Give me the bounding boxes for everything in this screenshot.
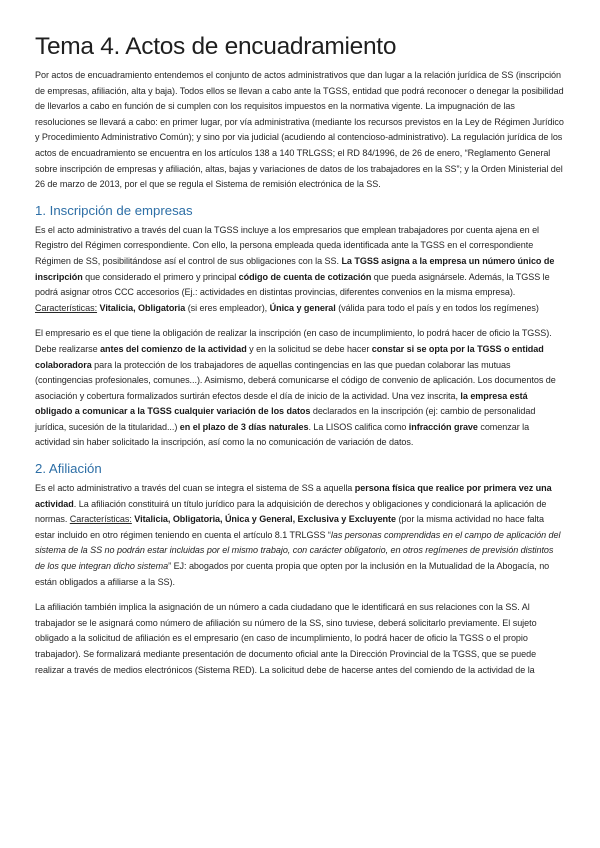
inscripcion-paragraph-1: Es el acto administrativo a través del cuan la TGSS incluye a los empresarios que emplean trabajadores por cuenta ajena en el Registro del Régimen correspondiente. Con ello, la persona empleada queda identificada ante la TGSS en el correspondiente Régimen de SS, posibilitándose así el control de sus obligaciones con la SS. La TGSS asigna a la empresa un número único de inscripción que considerado el primero y principal código de cuenta de cotización que pueda asignársele. Además, la TGSS le podrá asignar otros CCC accesorios (Ej.: actividades en distintas provincias, diferentes convenios en la misma empresa). Características: Vitalicia, Obligatoria (si eres empleador), Única y general (válida para todo el país y en todos los regímenes) xyxy=(35,224,555,313)
afiliacion-paragraph-2: La afiliación también implica la asignación de un número a cada ciudadano que le identificará en sus relaciones con la SS. Al trabajador se le asignará como número de afiliación su número de la SS, sino tuviese, deberá solicitarlo previamente. El sujeto obligado a la solicitud de afiliación es el empresario (en caso de incumplimiento, lo podrá hacer de oficio la TGSS o el propio trabajador). Se formalizará mediante presentación de documento oficial ante la Dirección Provincial de la TGSS, que se puede realizar a través de medios electrónicos (Sistema RED). La solicitud debe de hacerse antes del comiendo de la actividad de la xyxy=(35,602,537,675)
document-page xyxy=(35,32,565,678)
article-quote: las personas comprendidas en el campo de aplicación del sistema de la SS no podrán estar incluidas por el mismo trabajo, con carácter obligatorio, en otros regímenes de previsión distintos de los que integran dicho sistema xyxy=(35,529,561,572)
caracteristicas-label: Características: xyxy=(35,302,98,313)
inscripcion-paragraph-2: El empresario es el que tiene la obligación de realizar la inscripción (en caso de incumplimiento, lo podrá hacer de oficio la TGSS). Debe realizarse antes del comienzo de la actividad y en la solicitud se debe hacer constar si se opta por la TGSS o entidad colaboradora para la protección de los trabajadores de aquellas contingencias en las que puedan colaborar las mutuas (contingencias profesionales, comunes...). Asimismo, deberá comunicarse el código de convenio de aplicación. Los documentos de asociación y cobertura formalizados surtirán efectos desde el día de inicio de la actividad. Una vez inscrita, la empresa está obligado a comunicar a la TGSS cualquier variación de los datos declarados en la inscripción (ej: cambio de personalidad jurídica, sucesión de la titularidad...) en el plazo de 3 días naturales. La LISOS califica como infracción grave comenzar la actividad sin haber solicitado la inscripción, así como la no comunicación de variación de datos. xyxy=(35,328,556,448)
page-title: Tema 4. Actos de encuadramiento xyxy=(35,33,397,60)
caracteristicas-label: Características: xyxy=(69,514,132,525)
section-heading-inscripcion: 1. Inscripción de empresas xyxy=(35,202,193,218)
section-heading-afiliacion: 2. Afiliación xyxy=(35,461,102,477)
afiliacion-paragraph-1: Es el acto administrativo a través del cuan se integra el sistema de SS a aquella persona física que realice por primera vez una actividad. La afiliación constituirá un título jurídico para la adquisición de derechos y obligaciones y condicionará la aplicación de normas. Características: Vitalicia, Obligatoria, Única y General, Exclusiva y Excluyente (por la misma actividad no hace falta estar incluido en otro régimen teniendo en cuenta el artículo 8.1 TRLGSS “las personas comprendidas en el campo de aplicación del sistema de la SS no podrán estar incluidas por el mismo trabajo, con carácter obligatorio, en otros regímenes de previsión distintos de los que integran dicho sistema” EJ: abogados por cuenta propia que opten por la inclusión en la Mutualidad de la Abogacía, no están obligados a afiliarse a la SS). xyxy=(35,483,561,587)
intro-paragraph: Por actos de encuadramiento entendemos el conjunto de actos administrativos que dan lugar a la relación jurídica de SS (inscripción de empresas, afiliación, alta y baja). Todos ellos se llevan a cabo ante la TGSS, entidad que podrá reconocer o denegar la posibilidad de llevarlos a cabo en función de si cumplen con los requisitos impuestos en la normativa vigente. La impugnación de las resoluciones se llevará a cabo: en primer lugar, por vía administrativa (mediante los recursos previstos en la Ley de Régimen Jurídico y Procedimiento Administrativo Común); y sino por via judicial (acudiendo al contencioso-administrativo). La regulación jurídica de los actos de encuadramiento se encuentra en los artículos 138 a 140 TRLGSS; el RD 84/1996, de 26 de enero, “Reglamento General sobre inscripción de empresas y afiliación, altas, bajas y variaciones de datos de los trabajadores en la SS”; y la Orden Ministerial del 26 de marzo de 2013, por el que se regula el Sistema de remisión electrónica de la SS. xyxy=(35,70,564,190)
